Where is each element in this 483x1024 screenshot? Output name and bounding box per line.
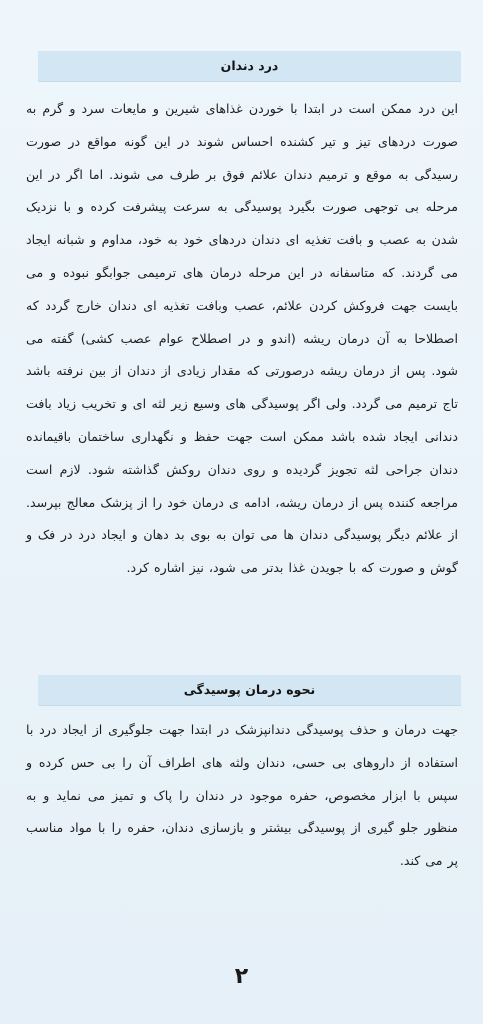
- section-heading-tooth-pain: [38, 51, 461, 81]
- section-body-paragraph: جهت درمان و حذف پوسیدگی دندانپزشک در ابتدا جهت جلوگیری از ایجاد درد با استفاده از داروهای بی حسی، دندان ولثه های اطراف آن را بی حس کرده و سپس با ابزار مخصوص، حفره موجود در دندان را پاک و تمیز می نماید و به منظور جلو گیری از پوسیدگی بیشتر و بازسازی دندان، حفره را با مواد مناسب پر می کند.: [26, 722, 458, 869]
- section-title: درد دندان: [220, 58, 279, 73]
- section-heading-decay-treatment: [38, 675, 461, 705]
- section-title: نحوه درمان پوسیدگی: [183, 682, 316, 697]
- page-number: ۲: [234, 964, 249, 989]
- section-body-paragraph: این درد ممکن است در ابتدا با خوردن غذاهای شیرین و مایعات سرد و گرم به صورت دردهای تیز و تیر کشنده احساس شوند در این گونه مواقع در صورت رسیدگی به موقع و ترمیم دندان علائم فوق بر طرف می شوند. اما اگر در این مرحله بی توجهی صورت بگیرد پوسیدگی به سرعت پیشرفت کرده و با نزدیک شدن به عصب و بافت تغذیه ای دندان دردهای خود به خود، مداوم و شبانه ایجاد می گردند. که متاسفانه در این مرحله درمان های ترمیمی جوابگو نبوده و می بایست جهت فروکش کردن علائم، عصب وبافت تغذیه ای دندان خارج گردد که اصطلاحا به آن درمان ریشه (اندو و در اصطلاح عوام عصب کشی) گفته می شود. پس از درمان ریشه درصورتی که مقدار زیادی از دندان از بین نرفته باشد تاج ترمیم می گردد. ولی اگر پوسیدگی های وسیع زیر لثه ای و تخریب زیاد بافت دندانی ایجاد شده باشد ممکن است جهت حفظ و نگهداری ساختمان باقیمانده دندان جراحی لثه تجویز گردیده و روی دندان روکش گذاشته شود. لازم است مراجعه کننده پس از درمان ریشه، ادامه ی درمان خود را از پزشک معالج بپرسد. از علائم دیگر پوسیدگی دندان ها می توان به بوی بد دهان و ایجاد درد در فک و گوش و صورت که با جویدن غذا بدتر می شود، نیز اشاره کرد.: [26, 101, 458, 576]
